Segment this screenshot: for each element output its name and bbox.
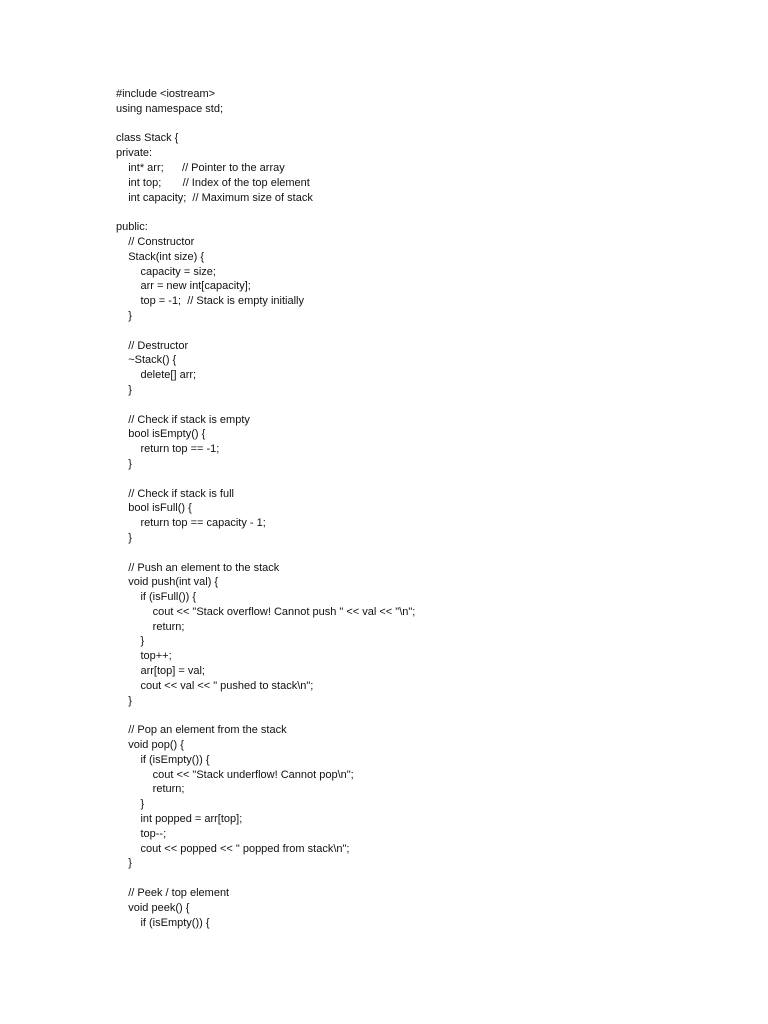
code-line: cout << val << " pushed to stack\n"; bbox=[116, 679, 314, 692]
code-line: cout << "Stack underflow! Cannot pop\n"; bbox=[116, 768, 354, 781]
code-line: bool isFull() { bbox=[116, 502, 192, 515]
code-line: void push(int val) { bbox=[116, 576, 219, 589]
code-line: int capacity; // Maximum size of stack bbox=[116, 191, 313, 204]
code-line: // Peek / top element bbox=[116, 887, 230, 900]
code-line: if (isEmpty()) { bbox=[116, 753, 210, 766]
code-line: top--; bbox=[116, 827, 167, 840]
code-line: return top == capacity - 1; bbox=[116, 517, 266, 530]
code-line: return; bbox=[116, 783, 185, 796]
code-line: int top; // Index of the top element bbox=[116, 176, 310, 189]
code-line: top++; bbox=[116, 650, 172, 663]
code-line: private: bbox=[116, 147, 153, 160]
code-line: } bbox=[116, 635, 145, 648]
code-line: } bbox=[116, 531, 132, 544]
code-line: arr = new int[capacity]; bbox=[116, 280, 251, 293]
code-line: using namespace std; bbox=[116, 102, 224, 115]
code-line: } bbox=[116, 383, 132, 396]
code-line: void pop() { bbox=[116, 739, 184, 752]
code-line: if (isFull()) { bbox=[116, 591, 197, 604]
code-line: public: bbox=[116, 221, 148, 234]
code-line: // Constructor bbox=[116, 235, 195, 248]
code-line: cout << popped << " popped from stack\n"; bbox=[116, 842, 350, 855]
code-line: } bbox=[116, 694, 132, 707]
code-line bbox=[116, 871, 736, 886]
code-line: } bbox=[116, 798, 145, 811]
code-line: Stack(int size) { bbox=[116, 250, 205, 263]
code-line: // Push an element to the stack bbox=[116, 561, 280, 574]
code-line bbox=[116, 708, 736, 723]
code-line: if (isEmpty()) { bbox=[116, 916, 210, 929]
code-line bbox=[116, 205, 736, 220]
code-line: int popped = arr[top]; bbox=[116, 813, 243, 826]
code-line: cout << "Stack overflow! Cannot push " << val << "\n"; bbox=[116, 605, 416, 618]
code-line: // Check if stack is empty bbox=[116, 413, 250, 426]
code-line: int* arr; // Pointer to the array bbox=[116, 161, 285, 174]
code-line: capacity = size; bbox=[116, 265, 216, 278]
code-line: top = -1; // Stack is empty initially bbox=[116, 295, 304, 308]
code-line: bool isEmpty() { bbox=[116, 428, 206, 441]
code-line: // Destructor bbox=[116, 339, 189, 352]
code-line: delete[] arr; bbox=[116, 369, 197, 382]
code-line: // Pop an element from the stack bbox=[116, 724, 287, 737]
code-line: return; bbox=[116, 620, 185, 633]
code-line: } bbox=[116, 857, 132, 870]
code-line: } bbox=[116, 457, 132, 470]
code-line: class Stack { bbox=[116, 132, 179, 145]
code-line: void peek() { bbox=[116, 901, 190, 914]
code-line: ~Stack() { bbox=[116, 354, 177, 367]
code-line bbox=[116, 546, 736, 561]
code-line bbox=[116, 324, 736, 339]
code-line: return top == -1; bbox=[116, 443, 220, 456]
code-line: arr[top] = val; bbox=[116, 665, 205, 678]
code-line bbox=[116, 472, 736, 487]
code-line bbox=[116, 398, 736, 413]
code-line: // Check if stack is full bbox=[116, 487, 234, 500]
code-line bbox=[116, 117, 736, 132]
code-line: #include <iostream> bbox=[116, 88, 216, 100]
code-line: } bbox=[116, 309, 132, 322]
code-listing bbox=[116, 87, 736, 930]
